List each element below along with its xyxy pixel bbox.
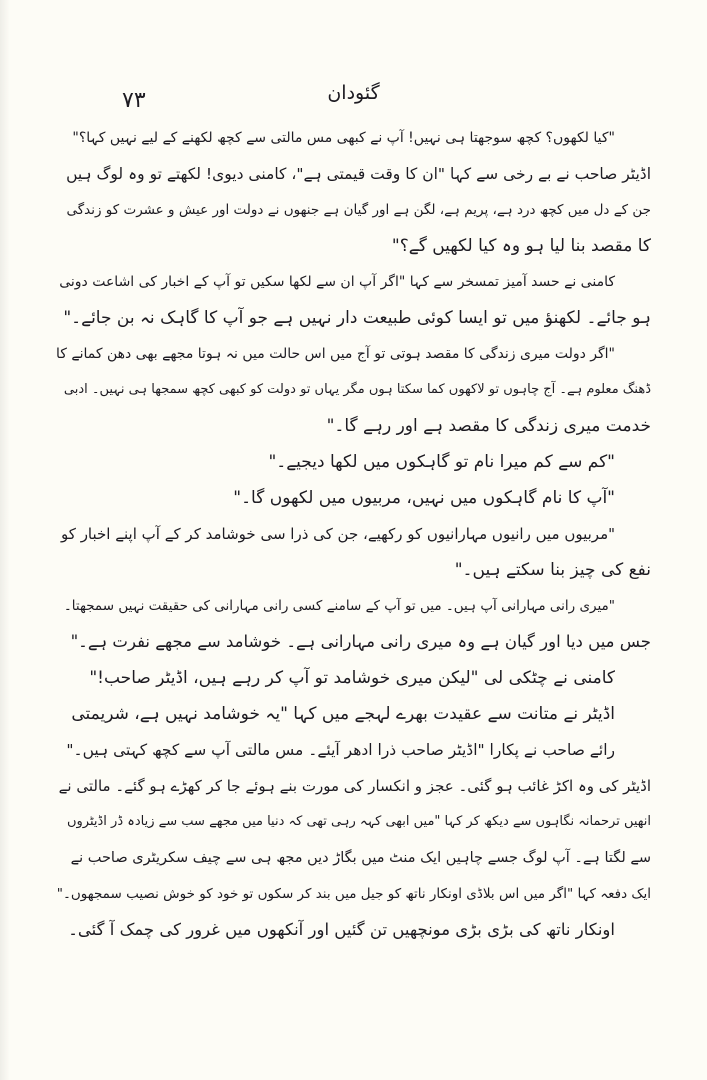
text-line: "اگر دولت میری زندگی کا مقصد ہوتی تو آج میں اس حالت میں نہ ہوتا مجھے بھی دھن کمانے کا <box>56 346 615 362</box>
text-line: کامنی نے حسد آمیز تمسخر سے کہا "اگر آپ ان سے لکھا سکیں تو آپ کے اخبار کی اشاعت دونی <box>59 274 615 290</box>
text-line: سے لگتا ہے۔ آپ لوگ جسے چاہیں ایک منٹ میں بگاڑ دیں مجھ ہی سے چیف سکریٹری صاحب نے <box>70 850 651 866</box>
text-line: اڈیٹر صاحب نے بے رخی سے کہا "ان کا وقت قیمتی ہے"، کامنی دیوی! لکھتے تو وہ لوگ ہیں <box>66 165 651 183</box>
text-line: اڈیٹر نے متانت سے عقیدت بھرے لہجے میں کہا "یہ خوشامد نہیں ہے، شریمتی <box>71 704 615 724</box>
text-line: ایک دفعہ کہا "اگر میں اس بلاڈی اونکار ناتھ کو جیل میں بند کر سکوں تو خود کو خوش نصیب سمجھوں۔" <box>56 886 651 902</box>
page-edge-shadow <box>0 0 10 1080</box>
text-line: اڈیٹر کی وہ اکڑ غائب ہو گئی۔ عجز و انکسار کی مورت بنے ہوئے جا کر کھڑے ہو گئے۔ مالتی نے <box>58 777 651 795</box>
text-line: کا مقصد بنا لیا ہو وہ کیا لکھیں گے؟" <box>391 236 651 256</box>
text-line: "آپ کا نام گاہکوں میں نہیں، مربیوں میں لکھوں گا۔" <box>233 488 615 508</box>
text-line: انھیں ترحمانہ نگاہوں سے دیکھ کر کہا "میں ابھی کہہ رہی تھی کہ دنیا میں مجھے سب سے زیادہ ڈر اڈیٹروں <box>66 814 651 829</box>
text-line: "میری رانی مہارانی آپ ہیں۔ میں تو آپ کے سامنے کسی رانی مہارانی کی حقیقت نہیں سمجھتا۔ <box>63 598 615 614</box>
text-line: جن کے دل میں کچھ درد ہے، پریم ہے، لگن ہے اور گیان ہے جنھوں نے دولت اور عیش و عشرت کو زندگی <box>66 202 651 218</box>
running-title: گئودان <box>327 82 380 104</box>
text-line: "کیا لکھوں؟ کچھ سوجھتا ہی نہیں! آپ نے کبھی مس مالتی سے کچھ لکھنے کے لیے نہیں کہا؟" <box>72 130 615 146</box>
text-line: کامنی نے چٹکی لی "لیکن میری خوشامد تو آپ کر رہے ہیں، اڈیٹر صاحب!" <box>89 668 615 688</box>
text-line: "کم سے کم میرا نام تو گاہکوں میں لکھا دیجیے۔" <box>268 452 615 472</box>
text-line: رائے صاحب نے پکارا "اڈیٹر صاحب ذرا ادھر آیئے۔ مس مالتی آپ سے کچھ کہتی ہیں۔" <box>66 741 615 759</box>
page-number: ۷۳ <box>122 88 146 113</box>
text-line: خدمت میری زندگی کا مقصد ہے اور رہے گا۔" <box>326 416 651 436</box>
text-line: ہو جائے۔ لکھنؤ میں تو ایسا کوئی طبیعت دار نہیں ہے جو آپ کا گاہک نہ بن جائے۔" <box>63 308 651 328</box>
text-line: نفع کی چیز بنا سکتے ہیں۔" <box>454 560 651 580</box>
text-line: ڈھنگ معلوم ہے۔ آج چاہوں تو لاکھوں کما سکتا ہوں مگر یہاں تو دولت کو کبھی کچھ سمجھا ہی نہیں۔ ادبی <box>63 382 651 397</box>
body-text <box>56 120 651 948</box>
text-line: جس میں دیا اور گیان ہے وہ میری رانی مہارانی ہے۔ خوشامد سے مجھے نفرت ہے۔" <box>70 632 651 651</box>
text-line: "مربیوں میں رانیوں مہارانیوں کو رکھیے، جن کی ذرا سی خوشامد کر کے آپ اپنے اخبار کو <box>61 525 615 543</box>
text-line: اونکار ناتھ کی بڑی بڑی مونچھیں تن گئیں اور آنکھوں میں غرور کی چمک آ گئی۔ <box>68 920 615 939</box>
